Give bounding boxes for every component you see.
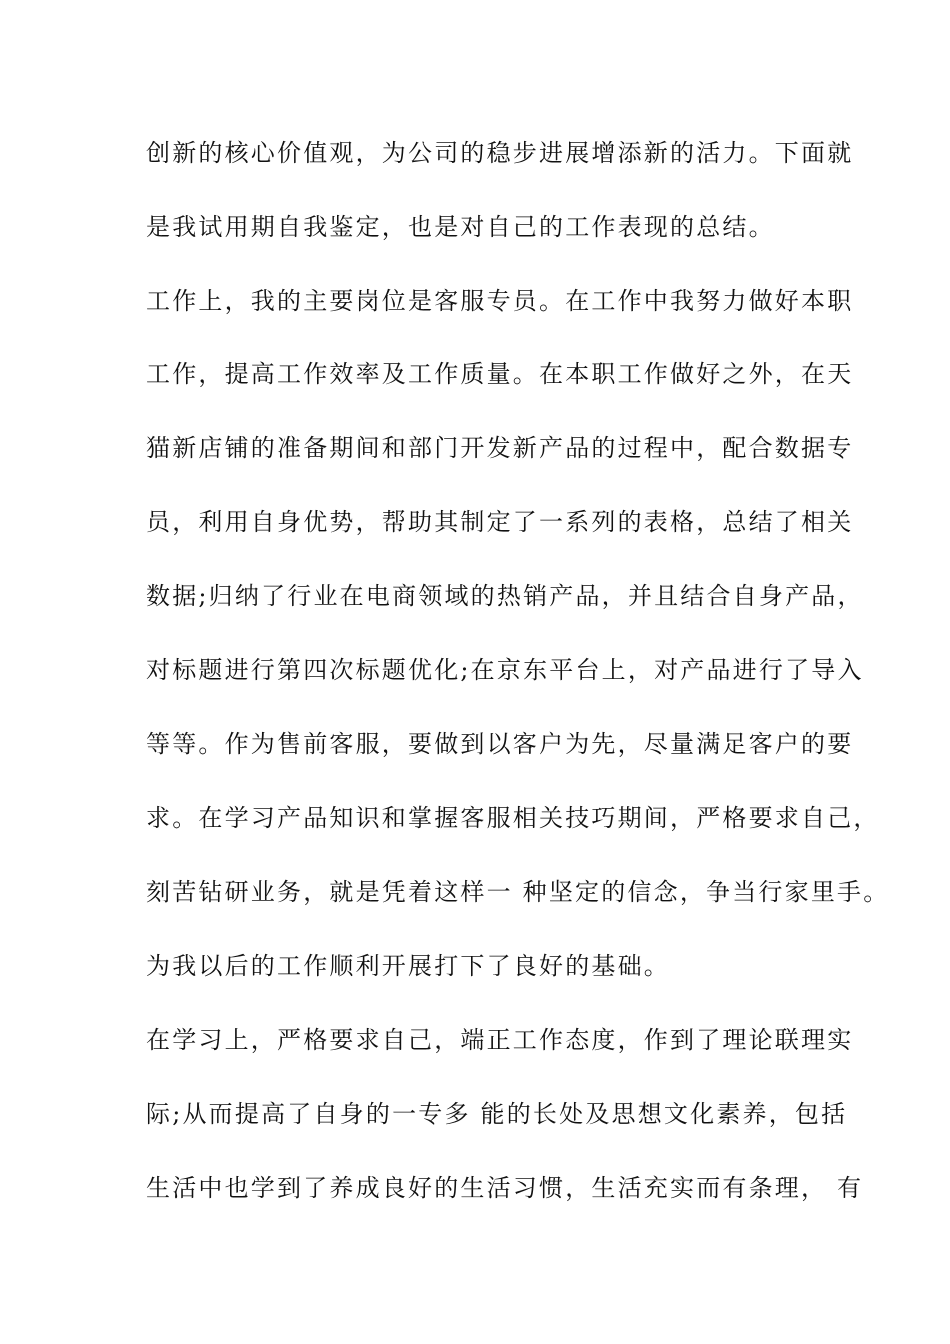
text-line: 生活中也学到了养成良好的生活习惯，生活充实而有条理， 有 — [146, 1174, 864, 1202]
text-line: 是我试用期自我鉴定，也是对自己的工作表现的总结。 — [146, 213, 775, 241]
text-line: 为我以后的工作顺利开展打下了良好的基础。 — [146, 952, 670, 980]
text-line: 员，利用自身优势，帮助其制定了一系列的表格，总结了相关 — [146, 508, 854, 536]
text-line: 对标题进行第四次标题优化;在京东平台上，对产品进行了导入 — [146, 656, 864, 684]
text-line: 在学习上，严格要求自己，端正工作态度，作到了理论联理实 — [146, 1026, 854, 1054]
text-line: 工作上，我的主要岗位是客服专员。在工作中我努力做好本职 — [146, 287, 854, 315]
text-line: 创新的核心价值观，为公司的稳步进展增添新的活力。下面就 — [146, 139, 854, 167]
text-line: 工作，提高工作效率及工作质量。在本职工作做好之外，在天 — [146, 360, 854, 388]
text-line: 际;从而提高了自身的一专多 能的长处及思想文化素养，包括 — [146, 1100, 848, 1128]
text-line: 求。在学习产品知识和掌握客服相关技巧期间，严格要求自己， — [146, 804, 880, 832]
text-line: 刻苦钻研业务，就是凭着这样一 种坚定的信念，争当行家里手。 — [146, 878, 890, 906]
text-line: 猫新店铺的准备期间和部门开发新产品的过程中，配合数据专 — [146, 434, 854, 462]
text-line: 等等。作为售前客服，要做到以客户为先，尽量满足客户的要 — [146, 730, 854, 758]
text-line: 数据;归纳了行业在电商领域的热销产品，并且结合自身产品， — [146, 582, 864, 610]
